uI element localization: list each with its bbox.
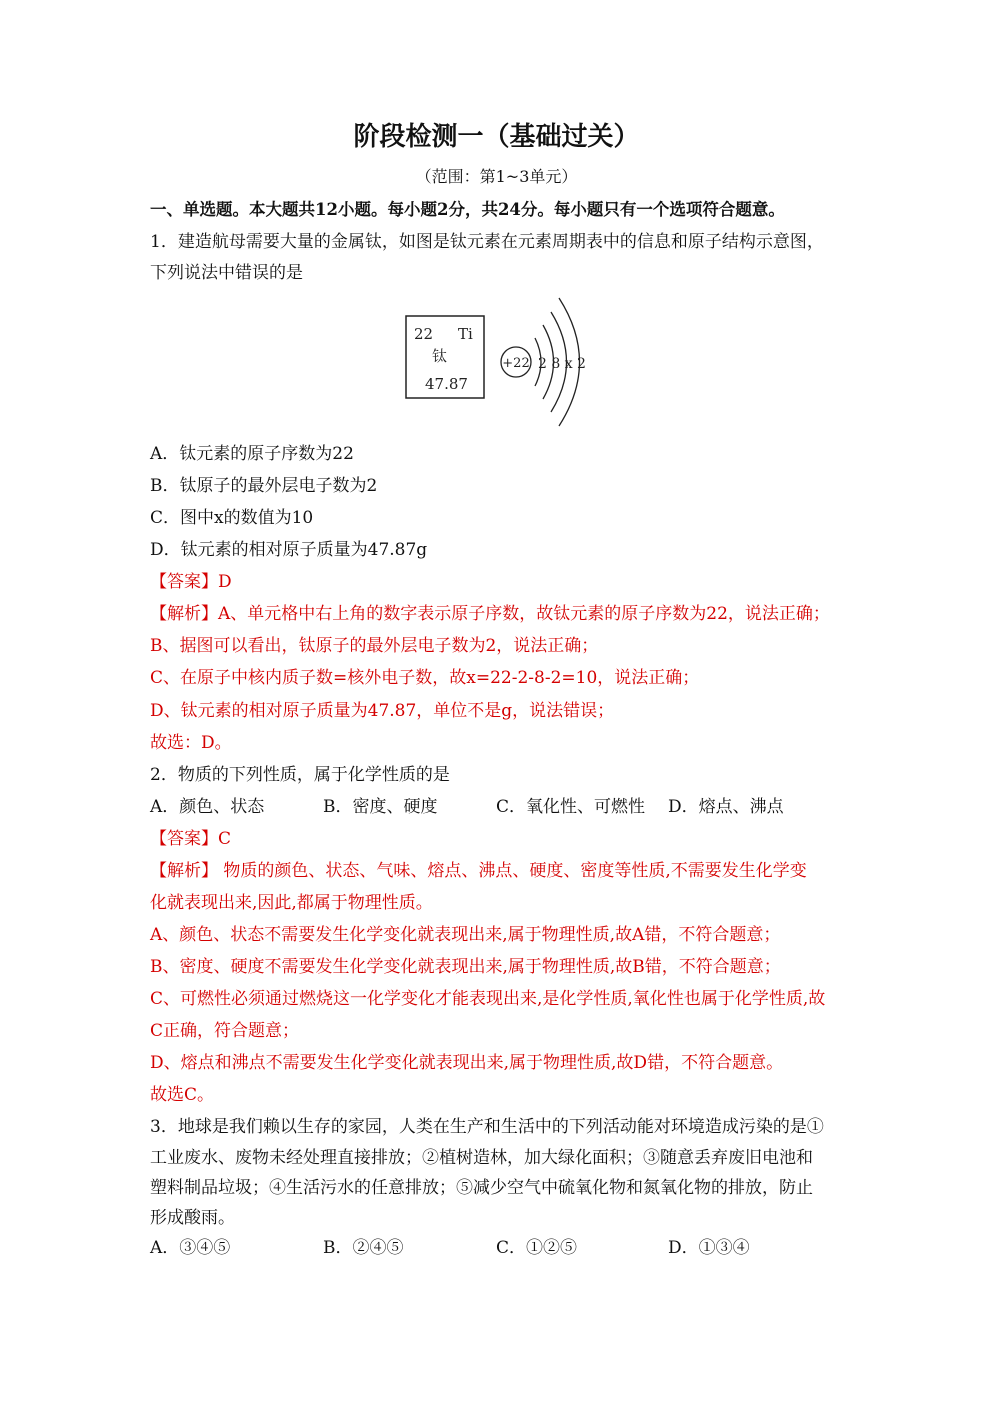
q1-analysis-line: 【解析】A、单元格中右上角的数字表示原子序数，故钛元素的原子序数为22，说法正确； [150,604,830,624]
element-name: 钛 [432,347,448,365]
q2-option-c: C．氧化性、可燃性 [496,797,646,817]
q2-answer: 【答案】C [150,829,232,849]
q2-analysis-line: C、可燃性必须通过燃烧这一化学变化才能表现出来,是化学性质,氧化性也属于化学性质,故 [150,989,826,1009]
q3-stem-line: 塑料制品垃圾；④生活污水的任意排放；⑤减少空气中硫氧化物和氮氧化物的排放，防止 [150,1178,813,1198]
q2-analysis-line: 故选C。 [150,1085,215,1105]
q3-stem-line: 工业废水、废物未经处理直接排放；②植树造林，加大绿化面积；③随意丢弃废旧电池和 [150,1148,813,1168]
element-symbol: Ti [458,325,473,343]
electron-counts: 2 8 x 2 [538,356,586,372]
q1-answer: 【答案】D [150,572,232,592]
atomic-mass: 47.87 [425,375,468,393]
q1-analysis-line: C、在原子中核内质子数=核外电子数，故x=22-2-8-2=10，说法正确； [150,668,700,688]
page-subtitle: （范围：第1~3单元） [415,167,578,186]
atomic-number: 22 [414,325,434,343]
q2-analysis-line: 化就表现出来,因此,都属于物理性质。 [150,893,433,913]
q2-option-d: D．熔点、沸点 [668,797,784,817]
q2-option-a: A．颜色、状态 [150,797,265,817]
q2-analysis-line: 【解析】 物质的颜色、状态、气味、熔点、沸点、硬度、密度等性质,不需要发生化学变 [150,861,807,881]
titanium-figure [398,290,598,430]
q2-analysis-line: B、密度、硬度不需要发生化学变化就表现出来,属于物理性质,故B错，不符合题意； [150,957,781,977]
q3-stem-line: 3．地球是我们赖以生存的家园，人类在生产和生活中的下列活动能对环境造成污染的是① [150,1117,824,1137]
q1-stem-line1: 1．建造航母需要大量的金属钛，如图是钛元素在元素周期表中的信息和原子结构示意图， [150,232,824,252]
q3-option-d: D．①③④ [668,1238,750,1258]
q2-stem: 2．物质的下列性质，属于化学性质的是 [150,765,450,785]
q2-option-b: B．密度、硬度 [323,797,438,817]
section-heading: 一、单选题。本大题共12小题。每小题2分，共24分。每小题只有一个选项符合题意。 [150,200,785,219]
q3-option-a: A．③④⑤ [150,1238,231,1258]
q3-option-c: C．①②⑤ [496,1238,578,1258]
q1-analysis-line: 故选：D。 [150,733,232,753]
q1-stem-line2: 下列说法中错误的是 [150,263,303,283]
nucleus-charge: +22 [502,356,530,371]
q3-stem-line: 形成酸雨。 [150,1208,235,1228]
q1-analysis-line: B、据图可以看出，钛原子的最外层电子数为2，说法正确； [150,636,599,656]
q2-analysis-line: A、颜色、状态不需要发生化学变化就表现出来,属于物理性质,故A错，不符合题意； [150,925,781,945]
q2-analysis-line: C正确，符合题意； [150,1021,300,1041]
q1-option-d: D．钛元素的相对原子质量为47.87g [150,540,428,560]
q1-analysis-line: D、钛元素的相对原子质量为47.87，单位不是g，说法错误； [150,701,615,721]
q3-option-b: B．②④⑤ [323,1238,404,1258]
q1-option-b: B．钛原子的最外层电子数为2 [150,476,378,496]
page-title: 阶段检测一（基础过关） [353,122,640,152]
q1-option-a: A．钛元素的原子序数为22 [150,444,354,464]
q2-analysis-line: D、熔点和沸点不需要发生化学变化就表现出来,属于物理性质,故D错，不符合题意。 [150,1053,784,1073]
q1-option-c: C．图中x的数值为10 [150,508,314,528]
